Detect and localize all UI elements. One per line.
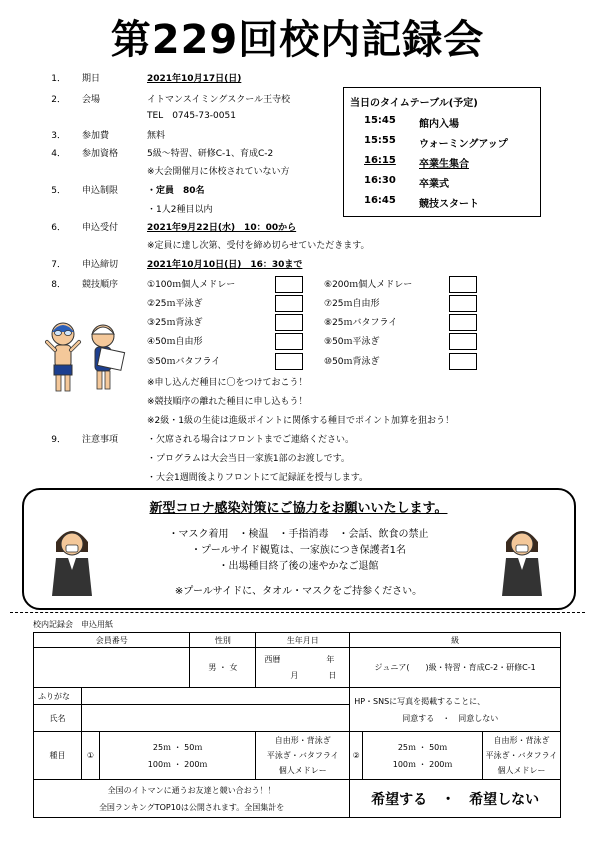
item-label: 参加資格 xyxy=(82,149,119,159)
item-number: 1． xyxy=(51,74,66,84)
event-choice-2-distance[interactable] xyxy=(363,732,483,780)
timetable-box xyxy=(343,87,541,217)
event-choice-2-marker: ② xyxy=(350,732,363,780)
timetable-time: 16:15 xyxy=(364,155,396,166)
event-checkbox[interactable] xyxy=(449,333,477,350)
event-label: 種目 xyxy=(34,732,82,780)
item-number: 5． xyxy=(51,186,66,196)
stroke-options-line: 個人メドレー xyxy=(497,766,546,775)
item-number: 3． xyxy=(51,131,66,141)
stroke-options-line: 自由形・背泳ぎ xyxy=(274,736,331,745)
item-number: 9． xyxy=(51,435,66,445)
event-checkbox[interactable] xyxy=(449,353,477,370)
staff-illustration-right xyxy=(496,520,548,600)
birth-month: 月 xyxy=(290,671,299,680)
event-checkbox[interactable] xyxy=(449,314,477,331)
distance-options-line: 25ｍ ・ 50ｍ xyxy=(397,742,448,752)
timetable-event: 競技スタート xyxy=(419,199,479,210)
application-start: 2021年9月22日(水) 10：00から xyxy=(147,223,297,233)
header-grade: 級 xyxy=(350,633,561,648)
furigana-label: ふりがな xyxy=(34,688,82,705)
page-title: 第229回校内記録会 xyxy=(110,17,485,63)
item-label: 期日 xyxy=(82,74,101,84)
timetable-event: 卒業式 xyxy=(419,179,449,190)
header-birthdate: 生年月日 xyxy=(256,633,350,648)
deadline-text: 2021年10月10日(日) 16：30まで xyxy=(147,260,303,270)
cut-line xyxy=(10,612,585,613)
header-member-number: 会員番号 xyxy=(34,633,190,648)
event-item: ①100ｍ個人メドレー xyxy=(147,280,236,290)
event-checkbox[interactable] xyxy=(449,295,477,312)
item-number: 2． xyxy=(51,95,66,105)
swimmer-kids-illustration xyxy=(45,318,127,404)
ranking-notice xyxy=(34,780,350,818)
birth-day: 日 xyxy=(328,671,337,680)
member-number-field[interactable] xyxy=(34,648,190,688)
item-label: 会場 xyxy=(82,95,101,105)
application-note: ※定員に達し次第、受付を締め切らせていただきます。 xyxy=(147,241,370,251)
ranking-wish-options[interactable]: 希望する ・ 希望しない xyxy=(350,780,561,818)
venue-phone: TEL 0745-73-0051 xyxy=(147,111,236,121)
application-form xyxy=(33,632,561,818)
eligibility-text: 5級～特習、研修C-1、育成C-2 xyxy=(147,149,274,159)
event-checkbox[interactable] xyxy=(275,314,303,331)
name-field[interactable] xyxy=(81,705,349,732)
event-item: ③25ｍ背泳ぎ xyxy=(147,318,203,328)
timetable-event: ウォーミングアップ xyxy=(419,139,508,150)
event-item: ⑩50ｍ背泳ぎ xyxy=(324,357,380,367)
birth-era: 西暦 xyxy=(264,655,281,664)
event-note: ※競技順序の離れた種目に申し込もう！ xyxy=(147,397,308,407)
item-number: 6． xyxy=(51,223,66,233)
covid-line: ※プールサイドに、タオル・マスクをご持参ください。 xyxy=(174,586,423,597)
event-date: 2021年10月17日(日) xyxy=(147,74,242,84)
stroke-options-line: 自由形・背泳ぎ xyxy=(493,736,550,745)
gender-field[interactable]: 男 ・ 女 xyxy=(190,648,256,688)
event-choice-1-distance[interactable] xyxy=(99,732,255,780)
item-label: 注意事項 xyxy=(82,435,119,445)
capacity-text: ・定員 80名 xyxy=(147,186,205,196)
grade-field[interactable]: ジュニア( )級・特習・育成C-2・研修C-1 xyxy=(350,648,561,688)
item-label: 参加費 xyxy=(82,131,110,141)
timetable-event: 卒業生集合 xyxy=(419,159,469,170)
item-number: 8． xyxy=(51,280,66,290)
timetable-event: 館内入場 xyxy=(419,119,459,130)
event-item: ⑧25ｍバタフライ xyxy=(324,318,398,328)
event-choice-1-stroke[interactable] xyxy=(256,732,350,780)
item-label: 申込制限 xyxy=(82,186,119,196)
form-title: 校内記録会 申込用紙 xyxy=(33,620,113,629)
timetable-time: 16:45 xyxy=(364,195,396,206)
event-note: ※2級・1級の生徒は進級ポイントに関係する種目でポイント加算を狙おう！ xyxy=(147,416,454,426)
event-item: ⑨50ｍ平泳ぎ xyxy=(324,337,380,347)
notice-line: ・プログラムは大会当日一家族1部のお渡しです。 xyxy=(147,454,350,464)
stroke-options-line: 個人メドレー xyxy=(278,766,327,775)
covid-line: ・出場種目終了後の速やかなご退館 xyxy=(218,561,379,572)
event-checkbox[interactable] xyxy=(275,276,303,293)
staff-illustration-left xyxy=(46,520,98,600)
furigana-field[interactable] xyxy=(81,688,349,705)
distance-options-line: 100ｍ ・ 200ｍ xyxy=(392,759,453,769)
distance-options-line: 100ｍ ・ 200ｍ xyxy=(147,759,208,769)
event-checkbox[interactable] xyxy=(275,295,303,312)
item-label: 申込受付 xyxy=(82,223,119,233)
name-label: 氏名 xyxy=(34,705,82,732)
covid-heading: 新型コロナ感染対策にご協力をお願いいたします。 xyxy=(149,501,448,516)
notice-line: ・欠席される場合はフロントまでご連絡ください。 xyxy=(147,435,355,445)
ranking-notice-line: 全国のイトマンに通うお友達と競い合おう！！ xyxy=(107,785,276,795)
event-item: ④50ｍ自由形 xyxy=(147,337,203,347)
event-choice-2-stroke[interactable] xyxy=(482,732,560,780)
event-item: ⑥200ｍ個人メドレー xyxy=(324,280,413,290)
item-number: 7． xyxy=(51,260,66,270)
stroke-options-line: 平泳ぎ・バタフライ xyxy=(485,751,558,760)
event-checkbox[interactable] xyxy=(449,276,477,293)
distance-options-line: 25ｍ ・ 50ｍ xyxy=(152,742,203,752)
covid-notice-box xyxy=(22,488,576,610)
venue-name: イトマンスイミングスクール王寺校 xyxy=(147,95,291,105)
event-choice-1-marker: ① xyxy=(81,732,99,780)
event-item: ⑤50ｍバタフライ xyxy=(147,357,221,367)
timetable-heading: 当日のタイムテーブル(予定) xyxy=(350,98,478,109)
event-checkbox[interactable] xyxy=(275,353,303,370)
birth-year: 年 xyxy=(326,655,335,664)
item-label: 申込締切 xyxy=(82,260,119,270)
event-item: ②25ｍ平泳ぎ xyxy=(147,299,203,309)
timetable-time: 16:30 xyxy=(364,175,396,186)
event-item: ⑦25ｍ自由形 xyxy=(324,299,380,309)
notice-line: ・大会1週間後よりフロントにて記録証を授与します。 xyxy=(147,473,369,483)
fee-value: 無料 xyxy=(147,131,166,141)
birthdate-field[interactable] xyxy=(256,648,350,688)
timetable-time: 15:45 xyxy=(364,115,396,126)
sns-consent-options[interactable]: 同意する ・ 同意しない xyxy=(402,713,499,723)
limit-text: ・1人2種目以内 xyxy=(147,205,213,215)
sns-consent[interactable] xyxy=(350,688,561,732)
stroke-options-line: 平泳ぎ・バタフライ xyxy=(266,751,339,760)
item-label: 競技順序 xyxy=(82,280,119,290)
header-gender: 性別 xyxy=(190,633,256,648)
eligibility-note: ※大会開催月に休校されていない方 xyxy=(147,167,290,177)
timetable-time: 15:55 xyxy=(364,135,396,146)
event-note: ※申し込んだ種目に〇をつけておこう！ xyxy=(147,378,308,388)
ranking-notice-line: 全国ランキングTOP10は公開されます。全国集計を xyxy=(98,802,285,812)
event-checkbox[interactable] xyxy=(275,333,303,350)
item-number: 4． xyxy=(51,149,66,159)
covid-line: ・マスク着用 ・検温 ・手指消毒 ・会話、飲食の禁止 xyxy=(168,529,429,540)
covid-line: ・プールサイド観覧は、一家族につき保護者1名 xyxy=(191,545,406,556)
sns-consent-question: HP・SNSに写真を掲載することに、 xyxy=(354,696,486,706)
